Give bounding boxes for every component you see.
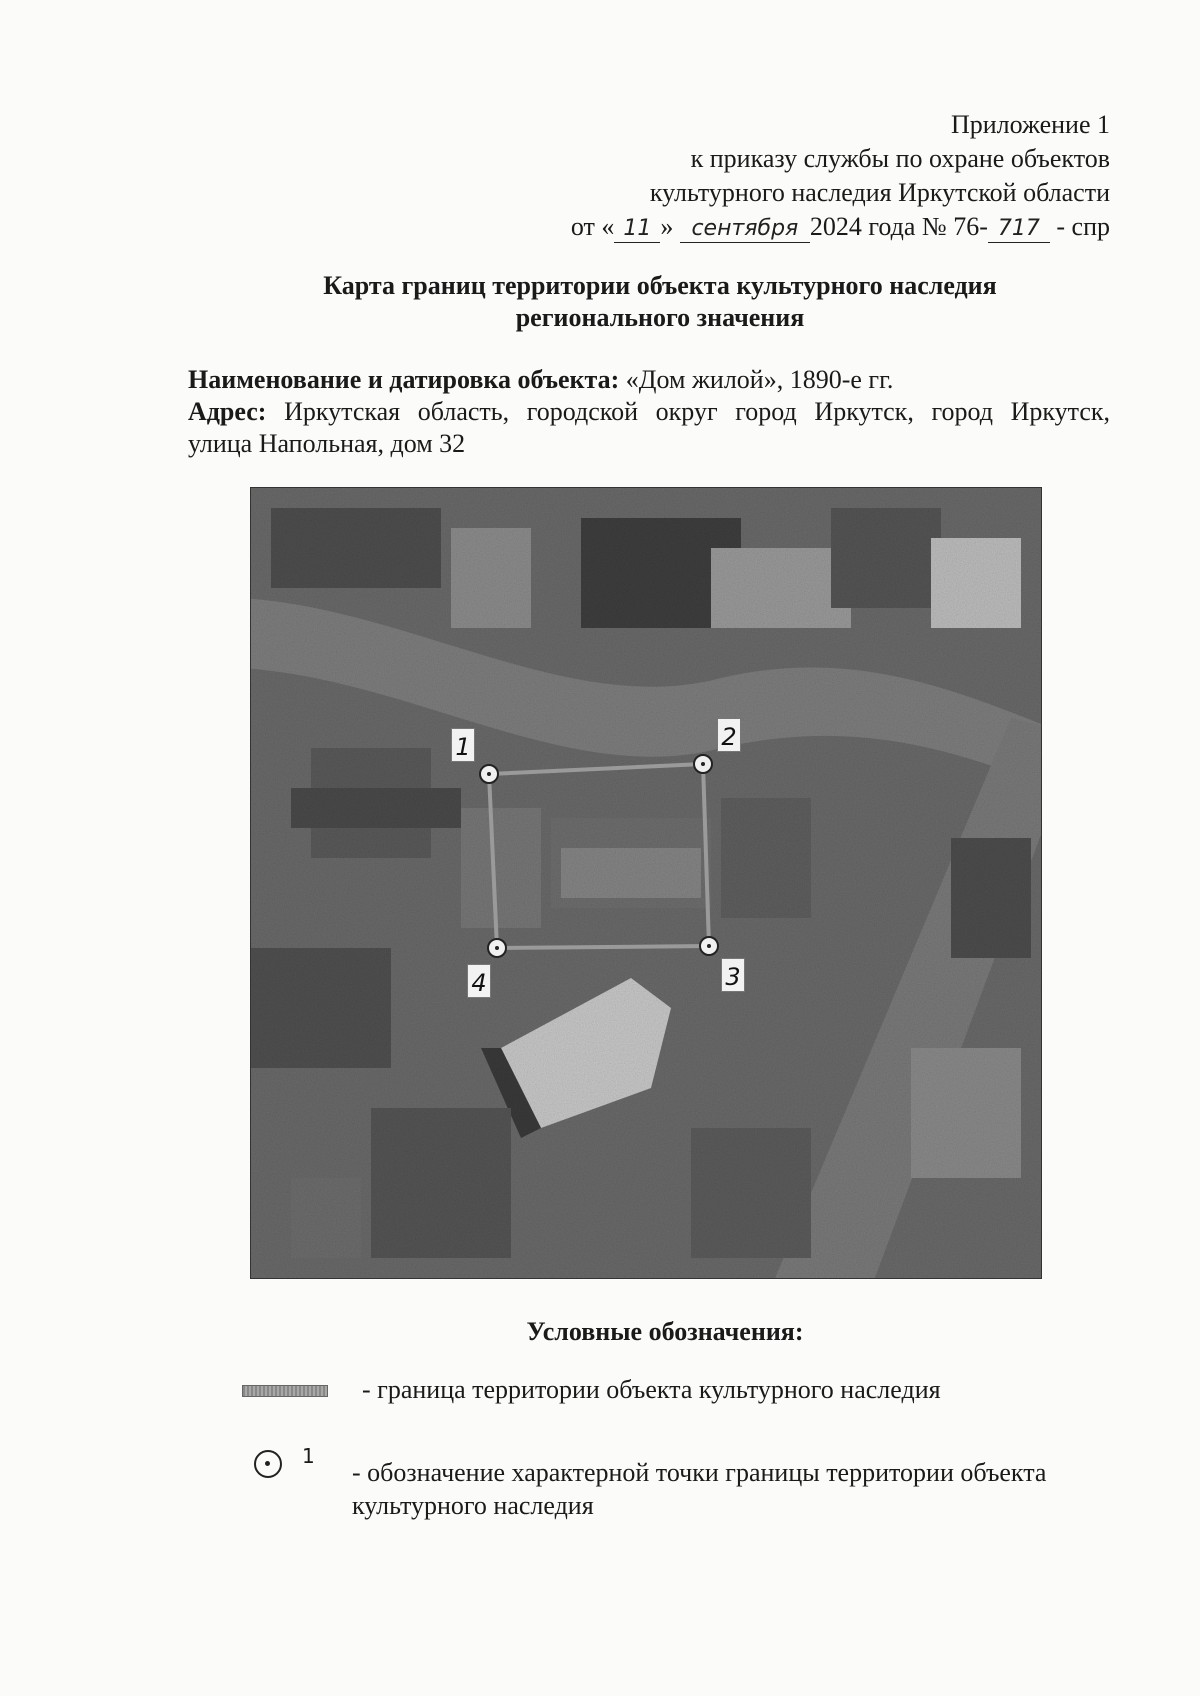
- satellite-map: [250, 487, 1042, 1279]
- map-title-line1: Карта границ территории объекта культурного наследия: [323, 271, 997, 300]
- map-point-1-label: 1: [451, 728, 475, 762]
- object-name-row: [188, 364, 1110, 396]
- map-point-4-marker: [488, 939, 506, 957]
- handwritten-order-number: 717: [988, 216, 1050, 243]
- object-address-line1: Иркутская область, городской округ город Иркутск, город Иркутск,: [284, 397, 1111, 426]
- map-point-2-marker: [694, 755, 712, 773]
- object-info: [188, 364, 1110, 460]
- year-text: 2024 года № 76-: [809, 212, 988, 241]
- legend-point-text-line2: культурного наследия: [352, 1491, 594, 1520]
- map-point-1-marker: [480, 765, 498, 783]
- handwritten-month: сентября: [680, 216, 810, 243]
- legend-title: Условные обозначения:: [526, 1317, 804, 1346]
- map-imagery: [251, 488, 1041, 1278]
- date-prefix: от «: [570, 212, 615, 241]
- map-point-3-label: 3: [721, 958, 745, 992]
- map-title-line2: регионального значения: [515, 303, 805, 332]
- object-address-line2: улица Напольная, дом 32: [188, 429, 466, 458]
- appendix-authority-line: культурного наследия Иркутской области: [649, 178, 1110, 207]
- map-point-4-label: 4: [467, 964, 491, 998]
- boundary-line-swatch: [242, 1385, 328, 1397]
- legend-boundary-text: - граница территории объекта культурного наследия: [362, 1375, 941, 1404]
- appendix-header: [571, 108, 1110, 244]
- appendix-title: Приложение 1: [950, 110, 1110, 139]
- order-suffix: - спр: [1056, 212, 1110, 241]
- appendix-date-line: [571, 210, 1110, 244]
- legend-point-text: [352, 1456, 1112, 1522]
- map-point-3-marker: [700, 937, 718, 955]
- handwritten-day: 11: [614, 216, 660, 243]
- characteristic-point-icon: [254, 1450, 282, 1478]
- map-point-2-label: 2: [717, 718, 741, 752]
- appendix-order-line: к приказу службы по охране объектов: [690, 144, 1110, 173]
- legend-point-number: 1: [302, 1444, 315, 1468]
- object-address-row: [188, 396, 1110, 428]
- object-address-label: Адрес:: [188, 397, 267, 426]
- object-name-value: «Дом жилой», 1890-е гг.: [625, 365, 894, 394]
- date-mid: »: [660, 212, 674, 241]
- map-title: [0, 270, 1200, 334]
- legend-point-text-line1: - обозначение характерной точки границы территории объекта: [352, 1458, 1047, 1487]
- object-name-label: Наименование и датировка объекта:: [188, 365, 620, 394]
